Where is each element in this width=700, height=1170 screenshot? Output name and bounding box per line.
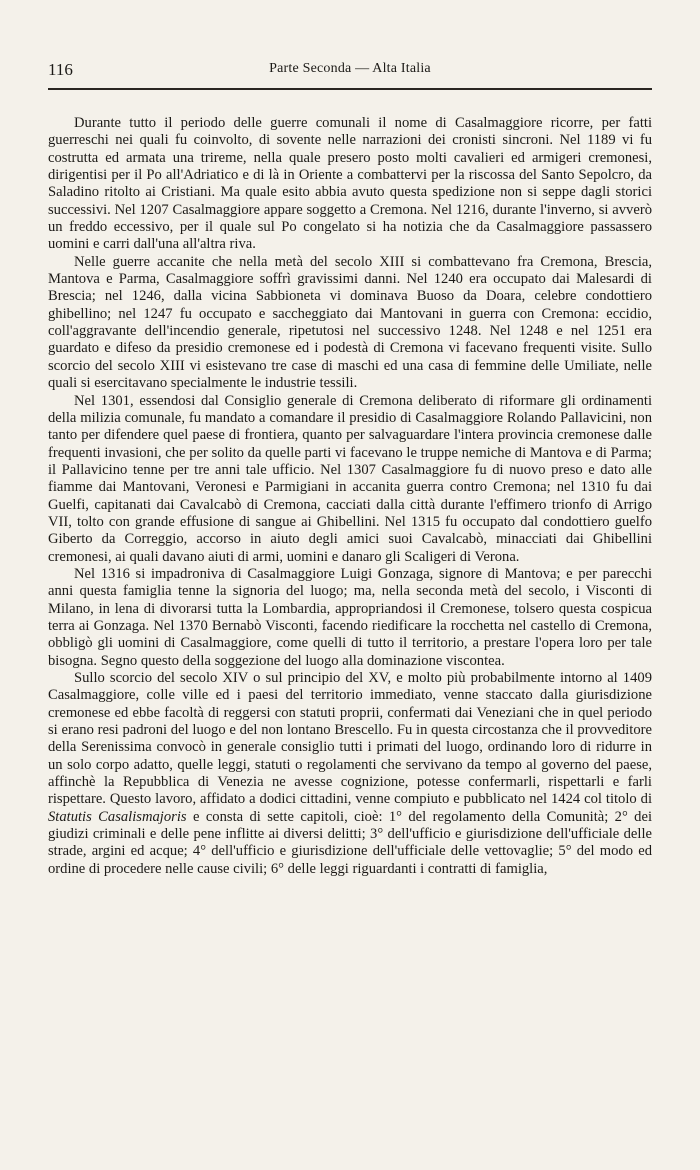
book-page [48, 60, 652, 878]
paragraph-1: Durante tutto il periodo delle guerre comunali il nome di Casalmaggiore ricorre, per fatti guerreschi nei quali fu coinvolto, di sovente nelle narrazioni dei cronisti sincroni. Nel 1189 vi fu costrutta ed armata una trireme, nella quale presero posto molti cavalieri ed armigeri cremonesi, dirigentisi per il Po all'Adriatico e di là in Oriente a combattervi per la riscossa del Santo Sepolcro, da Saladino ritolto ai Cristiani. Ma quale esito abbia avuto questa spedizione non si seppe dagli storici successivi. Nel 1207 Casalmaggiore appare soggetto a Cremona. Nel 1216, durante l'inverno, si avverò un freddo eccessivo, per il quale sul Po congelato si ha notizia che da Casalmaggiore passassero uomini e carri dall'una all'altra riva. [48, 115, 652, 253]
paragraph-5 [48, 670, 652, 878]
paragraph-4: Nel 1316 si impadroniva di Casalmaggiore Luigi Gonzaga, signore di Mantova; e per parecchi anni questa famiglia tenne la signoria del luogo; ma, nella seconda metà del secolo, i Visconti di Milano, in lena di divorarsi tutta la Lombardia, appropriandosi il Cremonese, tolsero questa cospicua terra ai Gonzaga. Nel 1370 Bernabò Visconti, facendo riedificare la rocchetta nel castello di Cremona, obbligò gli uomini di Casalmaggiore, come quelli di tutto il territorio, a prestare l'opera loro per tale bisogna. Segno questo della soggezione del luogo alla dominazione viscontea. [48, 565, 652, 669]
body-text [48, 115, 652, 878]
paragraph-3: Nel 1301, essendosi dal Consiglio generale di Cremona deliberato di riformare gli ordinamenti della milizia comunale, fu mandato a comandare il presidio di Casalmaggiore Rolando Pallavicini, non tanto per difendere quel paese di frontiera, quanto per salvaguardare l'intera provincia cremonese dalle frequenti invasioni, che per solito da quelle parti vi facevano le truppe nemiche di Mantova e di Parma; il Pallavicino tenne per tre anni tale ufficio. Nel 1307 Casalmaggiore fu di nuovo preso e dato alle fiamme dai Mantovani, Veronesi e Parmigiani in accanita guerra contro Cremona; nel 1310 fu dai Guelfi, capitanati dai Cavalcabò di Cremona, cacciati dalla città durante l'effimero trionfo di Arrigo VII, tolto con grande effusione di sangue ai Ghibellini. Nel 1315 fu occupato dal condottiero guelfo Giberto da Correggio, accorso in aiuto degli amici suoi Cavalcabò, minacciati dai Ghibellini cremonesi, ai quali davano aiuti di armi, uomini e danaro gli Scaligeri di Verona. [48, 392, 652, 565]
paragraph-5-continuation: e consta di sette capitoli, cioè: 1° del regolamento della Comunità; 2° dei giudizi criminali e delle pene inflitte ai diversi delitti; 3° dell'ufficio e giurisdizione dell'ufficiale delle strade, argini ed acque; 4° dell'ufficio e giurisdizione dell'ufficiale delle vettovaglie; 5° del modo ed ordine di procedere nelle cause civili; 6° delle leggi riguardanti i contratti di famiglia, [48, 808, 652, 877]
paragraph-2: Nelle guerre accanite che nella metà del secolo XIII si combattevano fra Cremona, Brescia, Mantova e Parma, Casalmaggiore soffrì gravissimi danni. Nel 1240 era occupato dai Malesardi di Brescia; nel 1246, dalla vicina Sabbioneta vi dominava Buoso da Doara, celebre condottiero ghibellino; nel 1247 fu occupato e saccheggiato dai Mantovani in guerra con Cremona: eccidio, coll'aggravante dell'incendio generale, ripetutosi nel successivo 1248. Nel 1248 e nel 1251 era guardato e difeso da presidio cremonese ed i podestà di Cremona vi facevano frequenti visite. Sullo scorcio del secolo XIII vi esistevano tre case di maschi ed una casa di femmine delle Umiliate, nelle quali si esercitavano specialmente le industrie tessili. [48, 253, 652, 392]
page-header [48, 60, 652, 90]
page-number: 116 [48, 60, 73, 79]
statute-title: Statutis Casalismajoris [48, 808, 187, 825]
paragraph-5-text: Sullo scorcio del secolo XIV o sul principio del XV, e molto più probabilmente intorno al 1409 Casalmaggiore, colle ville ed i paesi del territorio immediato, venne staccato dalla giurisdizione cremonese ed ebbe facoltà di reggersi con statuti proprii, confermati dai Veneziani che in quel periodo si erano resi padroni del luogo e del non lontano Brescello. Fu in questa circostanza che il provveditore della Serenissima convocò in generale consiglio tutti i primati del luogo, ordinando loro di ridurre in un solo corpo adatto, quelle leggi, statuti o regolamenti che servivano da tempo al governo del paese, affinchè la Repubblica di Venezia ne avesse cognizione, potesse confermarli, rispettarli e farli rispettare. Questo lavoro, affidato a dodici cittadini, venne compiuto e pubblicato nel 1424 col titolo di [48, 670, 652, 808]
running-title: Parte Seconda — Alta Italia [269, 61, 431, 76]
